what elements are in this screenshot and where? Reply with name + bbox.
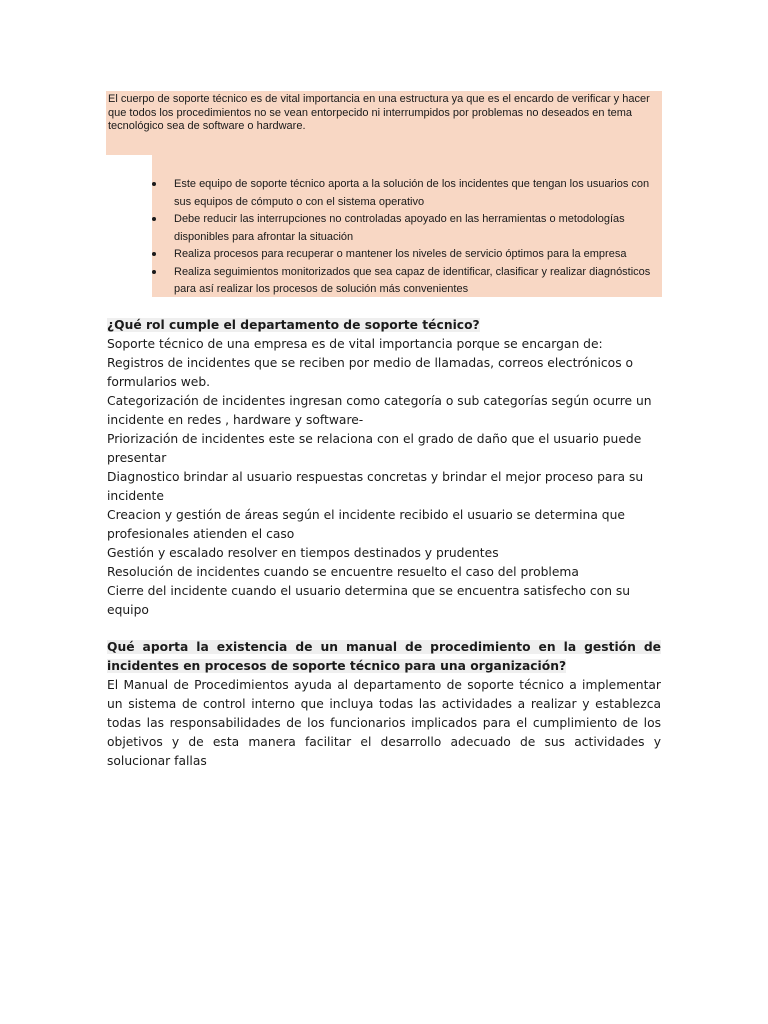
list-item: [152, 176, 652, 211]
body-line: Diagnostico brindar al usuario respuestas concretas y brindar el mejor proceso para su incidente: [107, 470, 644, 503]
bullet-text: Debe reducir las interrupciones no controladas apoyado en las herramientas o metodologías disponibles para afrontar la situación: [174, 213, 625, 243]
section-support-role: [107, 316, 661, 620]
body-line: Gestión y escalado resolver en tiempos destinados y prudentes: [107, 546, 499, 560]
body-line: Cierre del incidente cuando el usuario determina que se encuentra satisfecho con su equipo: [107, 584, 631, 617]
body-paragraph: El Manual de Procedimientos ayuda al departamento de soporte técnico a implementar un sistema de control interno que incluya todas las actividades a realizar y establezca todas las responsabilidades de los funcionarios implicados para el cumplimiento de los objetivos y de esta manera facilitar el desarrollo adecuado de sus actividades y solucionar fallas: [107, 678, 661, 768]
body-line: Registros de incidentes que se reciben por medio de llamadas, correos electrónicos o formularios web.: [107, 356, 634, 389]
bullet-dot-icon: [152, 217, 156, 221]
list-item: [152, 264, 652, 299]
bullet-dot-icon: [152, 252, 156, 256]
question-title: ¿Qué rol cumple el departamento de soporte técnico?: [107, 318, 480, 332]
body-line: Soporte técnico de una empresa es de vital importancia porque se encargan de:: [107, 337, 603, 351]
bullet-text: Realiza procesos para recuperar o mantener los niveles de servicio óptimos para la empresa: [174, 248, 627, 260]
intro-paragraph: El cuerpo de soporte técnico es de vital importancia en una estructura ya que es el encardo de verificar y hacer que todos los procedimientos no se vean entorpecido ni interrumpidos por problemas no deseados en tema tecnológico sea de software o hardware.: [108, 93, 650, 132]
body-line: Creacion y gestión de áreas según el incidente recibido el usuario se determina que profesionales atienden el caso: [107, 508, 625, 541]
list-item: [152, 211, 652, 246]
bullet-dot-icon: [152, 270, 156, 274]
section-manual: [107, 638, 661, 771]
bullet-text: Este equipo de soporte técnico aporta a la solución de los incidentes que tengan los usuarios con sus equipos de cómputo o con el sistema operativo: [174, 178, 650, 208]
section-heading: [107, 638, 661, 676]
body-line: Priorización de incidentes este se relaciona con el grado de daño que el usuario puede presentar: [107, 432, 642, 465]
list-item: [152, 246, 652, 264]
section-heading: [107, 316, 661, 335]
body-line: Resolución de incidentes cuando se encuentre resuelto el caso del problema: [107, 565, 579, 579]
body-line: Categorización de incidentes ingresan como categoría o sub categorías según ocurre un incidente en redes , hardware y software-: [107, 394, 652, 427]
bullet-text: Realiza seguimientos monitorizados que sea capaz de identificar, clasificar y realizar diagnósticos para así realizar los procesos de solución más convenientes: [174, 265, 651, 295]
bullet-list: [152, 176, 652, 299]
bullet-dot-icon: [152, 182, 156, 186]
question-title: Qué aporta la existencia de un manual de procedimiento en la gestión de incidentes en procesos de soporte técnico para una organización?: [107, 640, 661, 673]
